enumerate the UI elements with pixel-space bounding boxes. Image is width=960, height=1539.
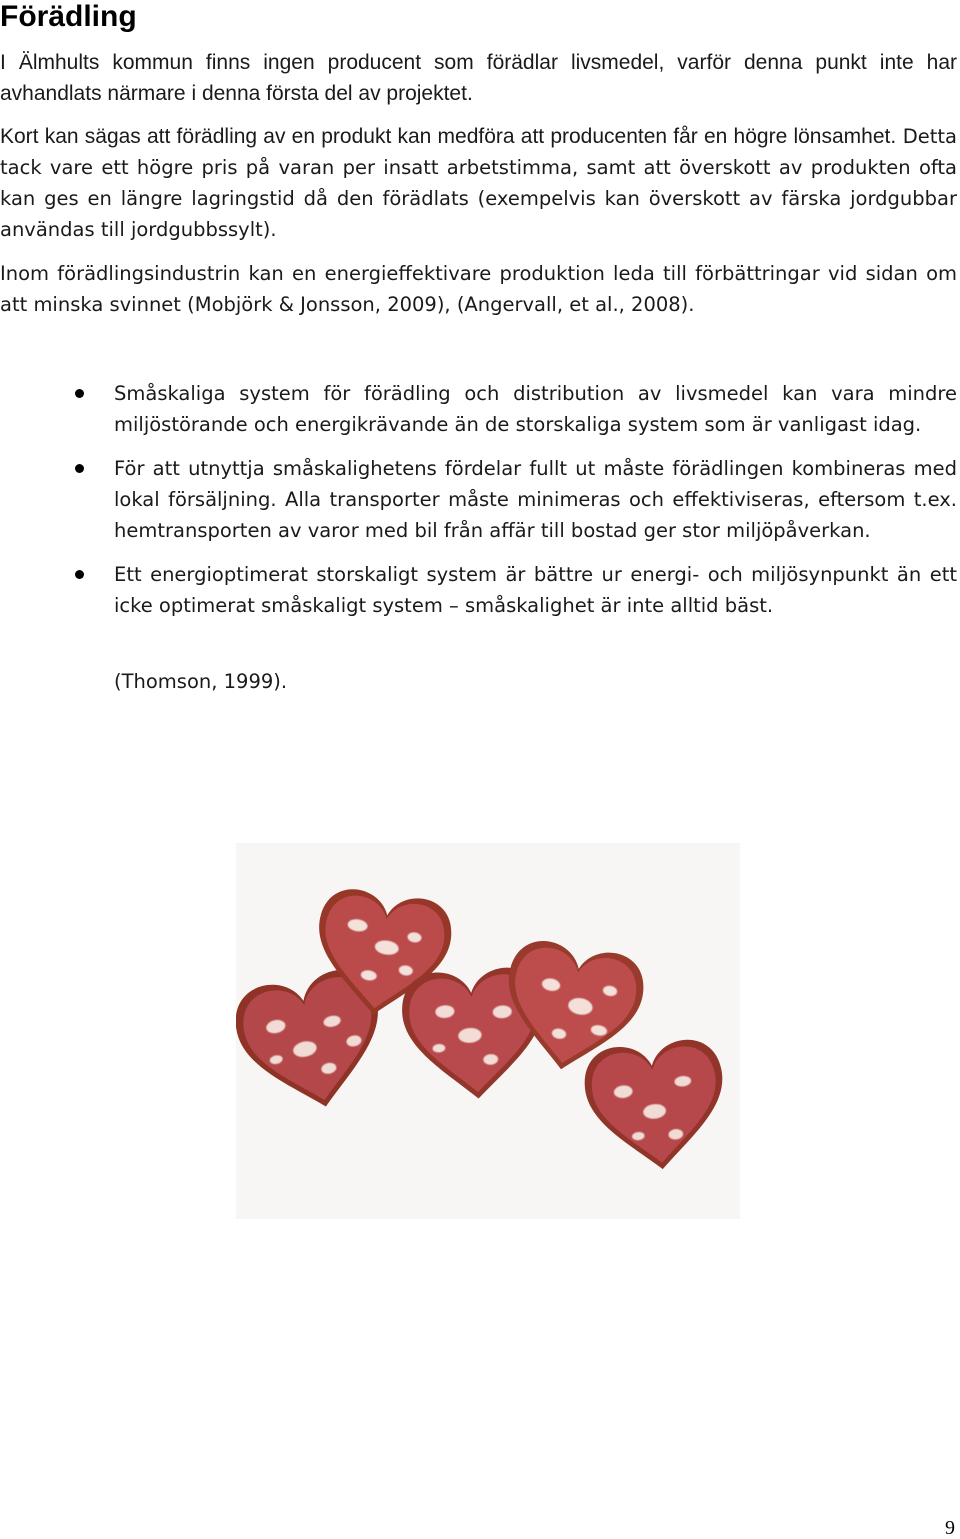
intro-paragraph: I Älmhults kommun finns ingen producent som förädlar livsmedel, varför denna punkt inte har avhandlats närmare i denna första del av projektet.	[0, 51, 957, 105]
bullet-text: Småskaliga system för förädling och distribution av livsmedel kan vara mindre miljöstörande och energikrävande än de storskaliga system som är vanligast idag.	[114, 382, 957, 436]
profitability-lead: Kort kan sägas att förädling av en produkt kan medföra att producenten får en högre lönsamhet.	[0, 125, 897, 148]
page-number: 9	[945, 1517, 955, 1539]
bullet-text: För att utnyttja småskalighetens fördelar fullt ut måste förädlingen kombineras med lokal försäljning. Alla transporter måste minimeras och effektiviseras, eftersom t.ex. hemtransporten av varor med bil från affär till bostad ger stor miljöpåverkan.	[114, 457, 957, 542]
industry-paragraph: Inom förädlingsindustrin kan en energieffektivare produktion leda till förbättringar vid sidan om att minska svinnet (Mobjörk & Jonsson, 2009), (Angervall, et al., 2008).	[0, 262, 957, 316]
citation: (Thomson, 1999).	[114, 670, 288, 693]
sausage-hearts-photo	[236, 843, 740, 1219]
bullet-icon	[75, 389, 84, 398]
bullet-icon	[75, 570, 84, 579]
list-item	[0, 559, 957, 621]
list-item	[0, 453, 957, 546]
profitability-paragraph	[0, 121, 957, 245]
bullet-list	[0, 378, 957, 634]
list-item	[0, 378, 957, 440]
sausage-slice-5	[581, 1036, 731, 1176]
bullet-icon	[75, 464, 84, 473]
profitability-rest: Detta tack vare ett högre pris på varan per insatt arbetstimma, samt att överskott av produkten ofta kan ges en längre lagringstid då den förädlats (exempelvis kan överskott av färska jordgubbar användas till jordgubbssylt).	[0, 125, 958, 241]
sausage-hearts-illustration	[236, 843, 740, 1219]
bullet-text: Ett energioptimerat storskaligt system är bättre ur energi- och miljösynpunkt än ett icke optimerat småskaligt system – småskalighet är inte alltid bäst.	[114, 563, 957, 617]
section-heading: Förädling	[0, 0, 137, 33]
